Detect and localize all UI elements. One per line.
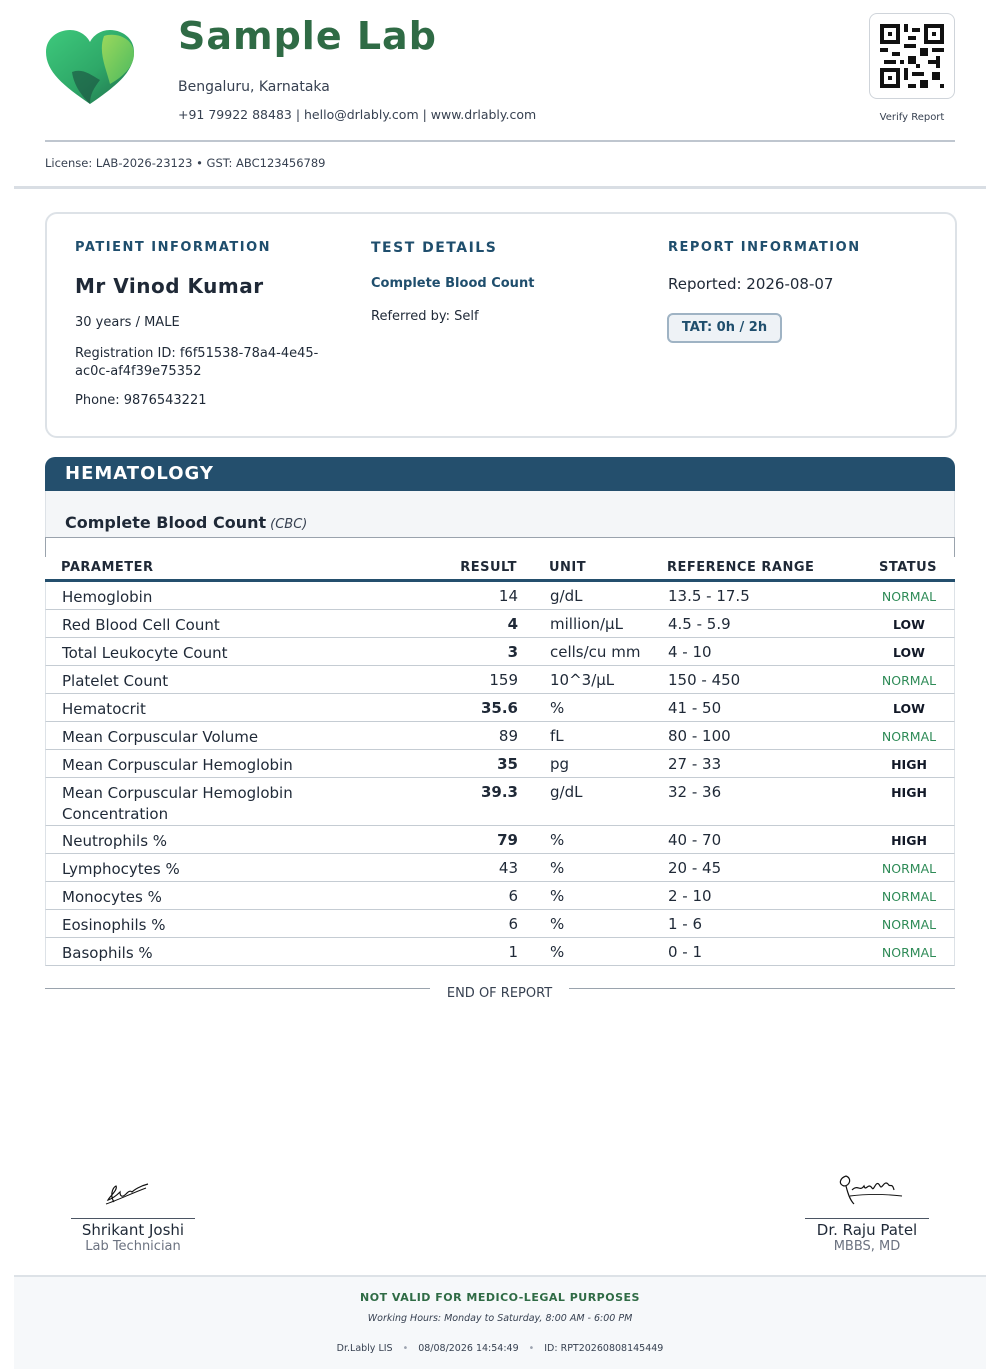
- signature-right-role: MBBS, MD: [833, 1239, 901, 1254]
- end-of-report: END OF REPORT: [446, 986, 553, 1001]
- table-row: [45, 854, 955, 882]
- row-result: 89: [498, 727, 518, 745]
- row-unit: %: [550, 859, 565, 877]
- footer-meta: Dr.Lably LIS • 08/08/2026 14:54:49 • ID: RPT20260808145449: [336, 1343, 664, 1354]
- qr-code-icon: [880, 24, 944, 88]
- header-reference: REFERENCE RANGE: [667, 560, 815, 575]
- subsection-name: Complete Blood Count: [65, 513, 267, 532]
- row-unit: g/dL: [550, 587, 583, 605]
- row-parameter: Neutrophils %: [62, 832, 168, 850]
- header-bottom-divider: [14, 186, 986, 189]
- row-status: NORMAL: [881, 945, 937, 960]
- row-status: NORMAL: [881, 729, 937, 744]
- row-reference: 41 - 50: [668, 699, 722, 717]
- row-unit: fL: [550, 727, 564, 745]
- row-status: NORMAL: [881, 889, 937, 904]
- end-divider-right: [569, 988, 955, 989]
- row-status: NORMAL: [881, 673, 937, 688]
- registration-id-line1: Registration ID: f6f51538-78a4-4e45-: [75, 346, 319, 361]
- row-status: NORMAL: [881, 917, 937, 932]
- footer-timestamp: 08/08/2026 14:54:49: [418, 1343, 519, 1354]
- header-parameter: PARAMETER: [61, 560, 154, 575]
- header-unit: UNIT: [549, 560, 587, 575]
- row-parameter: Mean Corpuscular Volume: [62, 728, 259, 746]
- row-parameter: Basophils %: [62, 944, 153, 962]
- table-body: [45, 582, 955, 966]
- signature-left: [58, 1218, 208, 1254]
- row-parameter: Total Leukocyte Count: [62, 644, 228, 662]
- lab-logo-icon: [44, 28, 140, 108]
- reported-date: Reported: 2026-08-07: [668, 275, 834, 293]
- tat-badge: TAT: 0h / 2h: [667, 313, 782, 343]
- referred-by: Referred by: Self: [371, 309, 479, 324]
- verify-report-link[interactable]: Verify Report: [879, 112, 945, 123]
- table-border-left: [45, 537, 46, 557]
- table-header: [45, 556, 955, 582]
- lab-contact: +91 79922 88483 | hello@drlably.com | www.drlably.com: [178, 107, 537, 122]
- row-parameter: Hematocrit: [62, 700, 146, 718]
- subsection-abbr: (CBC): [270, 517, 308, 532]
- signature-left-name: Shrikant Joshi: [81, 1221, 185, 1239]
- table-row: [45, 694, 955, 722]
- row-status: NORMAL: [881, 861, 937, 876]
- row-result: 6: [508, 887, 518, 905]
- footer-report-id: ID: RPT20260808145449: [544, 1343, 664, 1354]
- table-row: [45, 582, 955, 610]
- row-reference: 32 - 36: [668, 783, 722, 801]
- lab-name: Sample Lab: [178, 14, 437, 58]
- row-result: 79: [497, 831, 518, 849]
- row-parameter: Hemoglobin: [62, 588, 153, 606]
- row-parameter: Eosinophils %: [62, 916, 166, 934]
- results-table: [45, 556, 955, 966]
- row-unit: %: [550, 943, 565, 961]
- row-unit: pg: [550, 755, 570, 773]
- patient-age-gender: 30 years / MALE: [75, 315, 180, 330]
- footer-warning: NOT VALID FOR MEDICO-LEGAL PURPOSES: [360, 1291, 640, 1304]
- row-reference: 13.5 - 17.5: [668, 587, 750, 605]
- qr-code[interactable]: [869, 13, 955, 99]
- test-name: Complete Blood Count: [371, 276, 535, 291]
- header-result: RESULT: [460, 560, 517, 575]
- row-result: 14: [498, 587, 518, 605]
- row-reference: 150 - 450: [668, 671, 741, 689]
- row-unit: million/µL: [550, 615, 623, 633]
- table-row: [45, 778, 955, 826]
- signature-right-line: [805, 1218, 929, 1219]
- patient-phone: Phone: 9876543221: [75, 393, 207, 408]
- row-result: 35: [497, 755, 518, 773]
- row-unit: %: [550, 831, 565, 849]
- table-border-right: [954, 537, 955, 557]
- row-result: 43: [498, 859, 518, 877]
- row-result: 39.3: [480, 783, 518, 801]
- row-unit: g/dL: [550, 783, 583, 801]
- row-parameter: Platelet Count: [62, 672, 169, 690]
- table-row: [45, 666, 955, 694]
- signature-right: [792, 1218, 942, 1254]
- report-info-title: REPORT INFORMATION: [668, 240, 861, 255]
- row-status: HIGH: [891, 833, 927, 848]
- signature-left-line: [71, 1218, 195, 1219]
- row-reference: 0 - 1: [668, 943, 703, 961]
- footer-system: Dr.Lably LIS: [336, 1343, 393, 1354]
- row-reference: 80 - 100: [668, 727, 731, 745]
- row-parameter: Lymphocytes %: [62, 860, 180, 878]
- table-row: [45, 610, 955, 638]
- row-parameter: Mean Corpuscular Hemoglobin: [62, 756, 293, 774]
- row-reference: 1 - 6: [668, 915, 703, 933]
- row-reference: 4 - 10: [668, 643, 712, 661]
- row-parameter: Monocytes %: [62, 888, 162, 906]
- row-status: LOW: [893, 617, 925, 632]
- header-divider: [45, 140, 955, 142]
- signature-left-image: [100, 1174, 152, 1212]
- patient-info-title: PATIENT INFORMATION: [75, 240, 272, 255]
- row-status: NORMAL: [881, 589, 937, 604]
- row-parameter: Mean Corpuscular Hemoglobin Concentration: [62, 784, 293, 823]
- subsection-title: [65, 513, 307, 532]
- row-unit: %: [550, 887, 565, 905]
- row-unit: cells/cu mm: [550, 643, 641, 661]
- table-row: [45, 938, 955, 966]
- row-status: LOW: [893, 645, 925, 660]
- row-reference: 40 - 70: [668, 831, 722, 849]
- table-row: [45, 722, 955, 750]
- row-result: 159: [489, 671, 518, 689]
- subsection-divider: [45, 537, 955, 538]
- signature-left-role: Lab Technician: [85, 1239, 181, 1254]
- row-unit: %: [550, 915, 565, 933]
- registration-id-line2: ac0c-af4f39e75352: [75, 364, 202, 379]
- table-row: [45, 910, 955, 938]
- row-reference: 20 - 45: [668, 859, 722, 877]
- row-unit: 10^3/µL: [550, 671, 615, 689]
- row-result: 4: [507, 615, 518, 633]
- table-row: [45, 638, 955, 666]
- row-unit: %: [550, 699, 565, 717]
- row-status: HIGH: [891, 785, 927, 800]
- row-result: 1: [508, 943, 518, 961]
- row-result: 3: [507, 643, 518, 661]
- license-info: License: LAB-2026-23123 • GST: ABC123456789: [45, 156, 326, 170]
- table-row: [45, 882, 955, 910]
- section-header: [45, 457, 955, 491]
- row-reference: 27 - 33: [668, 755, 722, 773]
- table-row: [45, 750, 955, 778]
- row-status: HIGH: [891, 757, 927, 772]
- signature-right-image: [832, 1168, 908, 1212]
- patient-name: Mr Vinod Kumar: [75, 274, 264, 298]
- row-result: 6: [508, 915, 518, 933]
- lab-city: Bengaluru, Karnataka: [178, 79, 330, 95]
- header-status: STATUS: [878, 560, 938, 575]
- test-details-title: TEST DETAILS: [371, 240, 498, 256]
- section-title: HEMATOLOGY: [65, 463, 214, 484]
- row-status: LOW: [893, 701, 925, 716]
- row-result: 35.6: [480, 699, 518, 717]
- row-reference: 4.5 - 5.9: [668, 615, 731, 633]
- table-row: [45, 826, 955, 854]
- row-parameter: Red Blood Cell Count: [62, 616, 220, 634]
- row-reference: 2 - 10: [668, 887, 712, 905]
- end-divider-left: [45, 988, 430, 989]
- footer-hours: Working Hours: Monday to Saturday, 8:00 AM - 6:00 PM: [367, 1313, 633, 1324]
- signature-right-name: Dr. Raju Patel: [816, 1221, 918, 1239]
